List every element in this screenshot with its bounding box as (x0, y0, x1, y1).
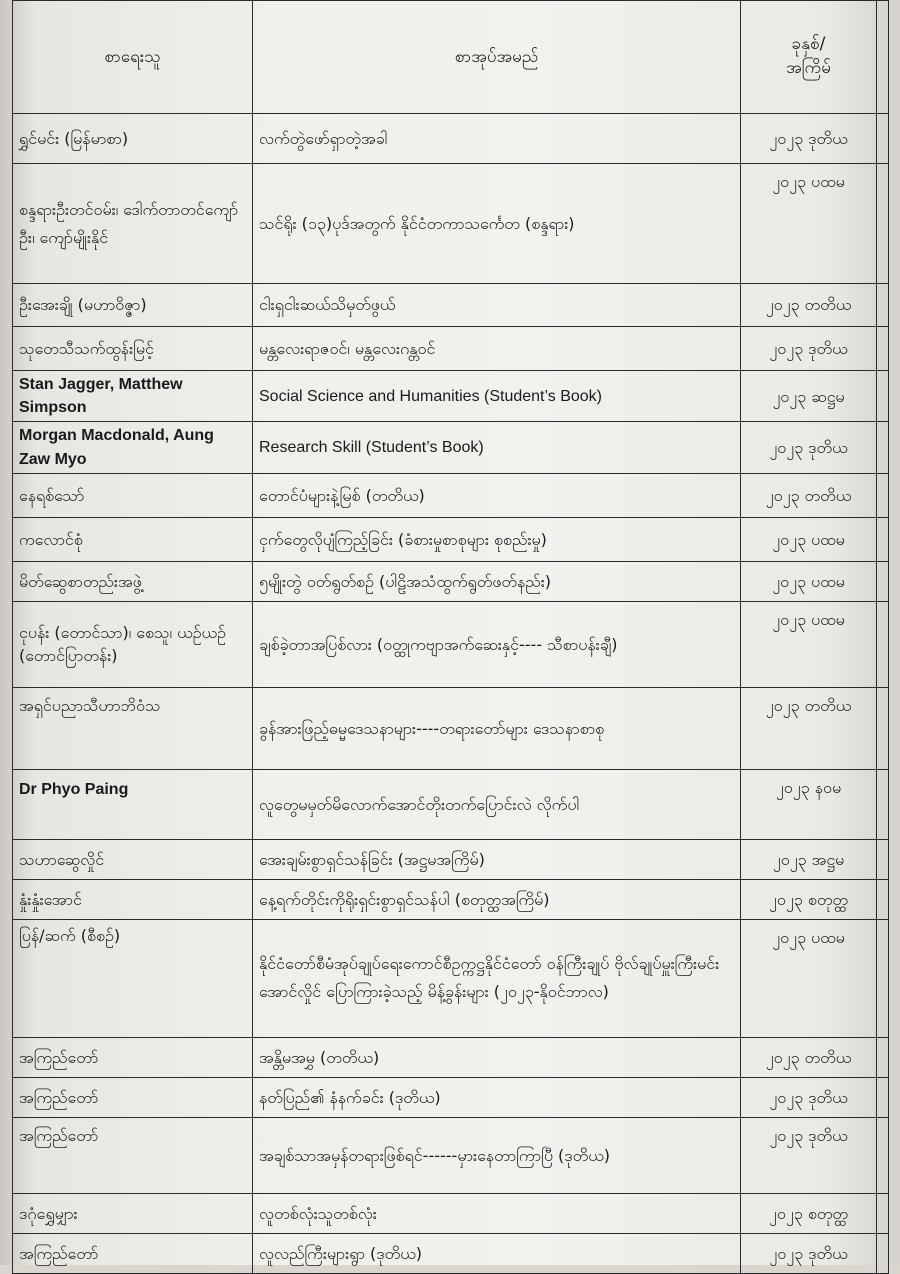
edition-cell: ၂၀၂၃ ဆဋ္ဌမ (741, 371, 877, 422)
edition-cell: ၂၀၂၃ ဒုတိယ (741, 422, 877, 473)
edition-cell: ၂၀၂၃ တတိယ (741, 284, 877, 327)
author-cell: အကြည်တော် (13, 1037, 253, 1077)
table-row (13, 919, 889, 1037)
header-title: စာအုပ်အမည် (253, 1, 741, 114)
table-row (13, 879, 889, 919)
edition-cell: ၂၀၂၃ ဒုတိယ (741, 114, 877, 164)
title-cell: အချစ်သာအမှန်တရားဖြစ်ရင်------မှားနေတာကြာပြီ (ဒုတိယ) (253, 1117, 741, 1193)
table-row (13, 1233, 889, 1273)
table-row (13, 473, 889, 517)
author-cell: သဟာဆွေလှိုင် (13, 839, 253, 879)
header-edition (741, 1, 877, 114)
author-cell: စန္ဒရားဦးတင်ဝမ်း၊ ဒေါက်တာတင်ကျော်ဦး၊ ကျော်မျိုးနိုင် (13, 164, 253, 284)
book-list-table (12, 0, 889, 1274)
edition-cell: ၂၀၂၃ ဒုတိယ (741, 1117, 877, 1193)
author-cell: အကြည်တော် (13, 1077, 253, 1117)
author-cell: နှုံးနှုံးအောင် (13, 879, 253, 919)
header-author: စာရေးသူ (13, 1, 253, 114)
table-row (13, 1037, 889, 1077)
table-edge-column (877, 1, 889, 114)
author-cell: ဒဂုံရွှေမျှား (13, 1193, 253, 1233)
edition-cell: ၂၀၂၃ ပထမ (741, 517, 877, 561)
table-row (13, 687, 889, 769)
edition-cell: ၂၀၂၃ အဋ္ဌမ (741, 839, 877, 879)
author-cell: အကြည်တော် (13, 1233, 253, 1273)
author-cell: ကလောင်စုံ (13, 517, 253, 561)
title-cell: Social Science and Humanities (Student’s Book) (253, 371, 741, 422)
edition-cell: ၂၀၂၃ တတိယ (741, 473, 877, 517)
edition-cell: ၂၀၂၃ ပထမ (741, 601, 877, 687)
author-cell: Morgan Macdonald, Aung Zaw Myo (13, 422, 253, 473)
table-row (13, 1117, 889, 1193)
header-edition-year: ခုနှစ်/ (791, 34, 826, 55)
edition-cell: ၂၀၂၃ ပထမ (741, 919, 877, 1037)
title-cell: ခွန်အားဖြည့်ဓမ္မဒေသနာများ----တရားတော်များ ဒေသနာစာစု (253, 687, 741, 769)
table-row (13, 1077, 889, 1117)
edition-cell: ၂၀၂၃ စတုတ္ထ (741, 879, 877, 919)
edition-cell: ၂၀၂၃ စတုတ္ထ (741, 1193, 877, 1233)
edition-cell: ၂၀၂၃ ပထမ (741, 164, 877, 284)
author-cell: နေရစ်သော် (13, 473, 253, 517)
title-cell: ချစ်ခဲ့တာအပြစ်လား (ဝတ္ထုကဗျာအက်ဆေးနှင့်---- သီစာပန်းချီ) (253, 601, 741, 687)
edition-cell: ၂၀၂၃ ဒုတိယ (741, 327, 877, 371)
table-row (13, 769, 889, 839)
title-cell: ငါးရှငါးဆယ်သိမှတ်ဖွယ် (253, 284, 741, 327)
edition-cell: ၂၀၂၃ တတိယ (741, 1037, 877, 1077)
table-row (13, 561, 889, 601)
edition-cell: ၂၀၂၃ နဝမ (741, 769, 877, 839)
title-cell: လူလည်ကြီးများရွာ (ဒုတိယ) (253, 1233, 741, 1273)
author-cell: Stan Jagger, Matthew Simpson (13, 371, 253, 422)
table-row (13, 517, 889, 561)
table-row (13, 284, 889, 327)
title-cell: ၅မျိုးတွဲ ဝတ်ရွတ်စဉ် (ပါဠိအသံထွက်ရွတ်ဖတ်နည်း) (253, 561, 741, 601)
title-cell: လူတစ်လုံးသူတစ်လုံး (253, 1193, 741, 1233)
table-row (13, 839, 889, 879)
author-cell: သုတေသီသက်ထွန်းမြင့် (13, 327, 253, 371)
table-row (13, 601, 889, 687)
title-cell: နေ့ရက်တိုင်းကိုရိုးရှင်းစွာရှင်သန်ပါ (စတုတ္ထအကြိမ်) (253, 879, 741, 919)
edition-cell: ၂၀၂၃ ဒုတိယ (741, 1233, 877, 1273)
table-header-row (13, 1, 889, 114)
title-cell: နိုင်ငံတော်စီမံအုပ်ချုပ်ရေးကောင်စီဥက္ကဋ္ဌနိုင်ငံတော် ဝန်ကြီးချုပ် ဗိုလ်ချုပ်မှူးကြီးမင်းအောင်လှိုင် ပြောကြားခဲ့သည့် မိန့်ခွန်းများ (၂၀၂၃-နိုဝင်ဘာလ) (253, 919, 741, 1037)
header-edition-count: အကြိမ် (786, 58, 831, 78)
table-row (13, 1193, 889, 1233)
title-cell: အေးချမ်းစွာရှင်သန်ခြင်း (အဋ္ဌမအကြိမ်) (253, 839, 741, 879)
author-cell: အရှင်ပညာသီဟာဘိဝံသ (13, 687, 253, 769)
title-cell: မန္တလေးရာဇဝင်၊ မန္တလေးဂန္တဝင် (253, 327, 741, 371)
title-cell: လက်တွဲဖော်ရှာတဲ့အခါ (253, 114, 741, 164)
title-cell: နတ်ပြည်၏ နံနက်ခင်း (ဒုတိယ) (253, 1077, 741, 1117)
edition-cell: ၂၀၂၃ ပထမ (741, 561, 877, 601)
title-cell: သင်ရိုး (၁၃)ပုဒ်အတွက် နိုင်ငံတကာသင်္ကေတ (စန္ဒရား) (253, 164, 741, 284)
author-cell: ငုပန်း (တောင်သာ)၊ စေသူ၊ ယဉ်ယဉ် (တောင်ပြာတန်း) (13, 601, 253, 687)
author-cell: ရွှင်မင်း (မြန်မာစာ) (13, 114, 253, 164)
edition-cell: ၂၀၂၃ တတိယ (741, 687, 877, 769)
author-cell: မိတ်ဆွေစာတည်းအဖွဲ့ (13, 561, 253, 601)
author-cell: Dr Phyo Paing (13, 769, 253, 839)
title-cell: အန္တိမအမွှ (တတိယ) (253, 1037, 741, 1077)
title-cell: တောင်ပံများနဲ့မြစ် (တတိယ) (253, 473, 741, 517)
title-cell: Research Skill (Student’s Book) (253, 422, 741, 473)
author-cell: အကြည်တော် (13, 1117, 253, 1193)
table-row (13, 422, 889, 473)
table-row (13, 327, 889, 371)
table-row (13, 164, 889, 284)
author-cell: ဦးအေးချို (မဟာဝိဇ္ဇာ) (13, 284, 253, 327)
table-row (13, 114, 889, 164)
title-cell: ငှက်တွေလိုပျံကြည့်ခြင်း (ခံစားမှုစာစုများ စုစည်းမှု) (253, 517, 741, 561)
title-cell: လူတွေမမှတ်မိလောက်အောင်တိုးတက်ပြောင်းလဲ လိုက်ပါ (253, 769, 741, 839)
table-row (13, 371, 889, 422)
author-cell: ပြန်/ဆက် (စီစဉ်) (13, 919, 253, 1037)
edition-cell: ၂၀၂၃ ဒုတိယ (741, 1077, 877, 1117)
